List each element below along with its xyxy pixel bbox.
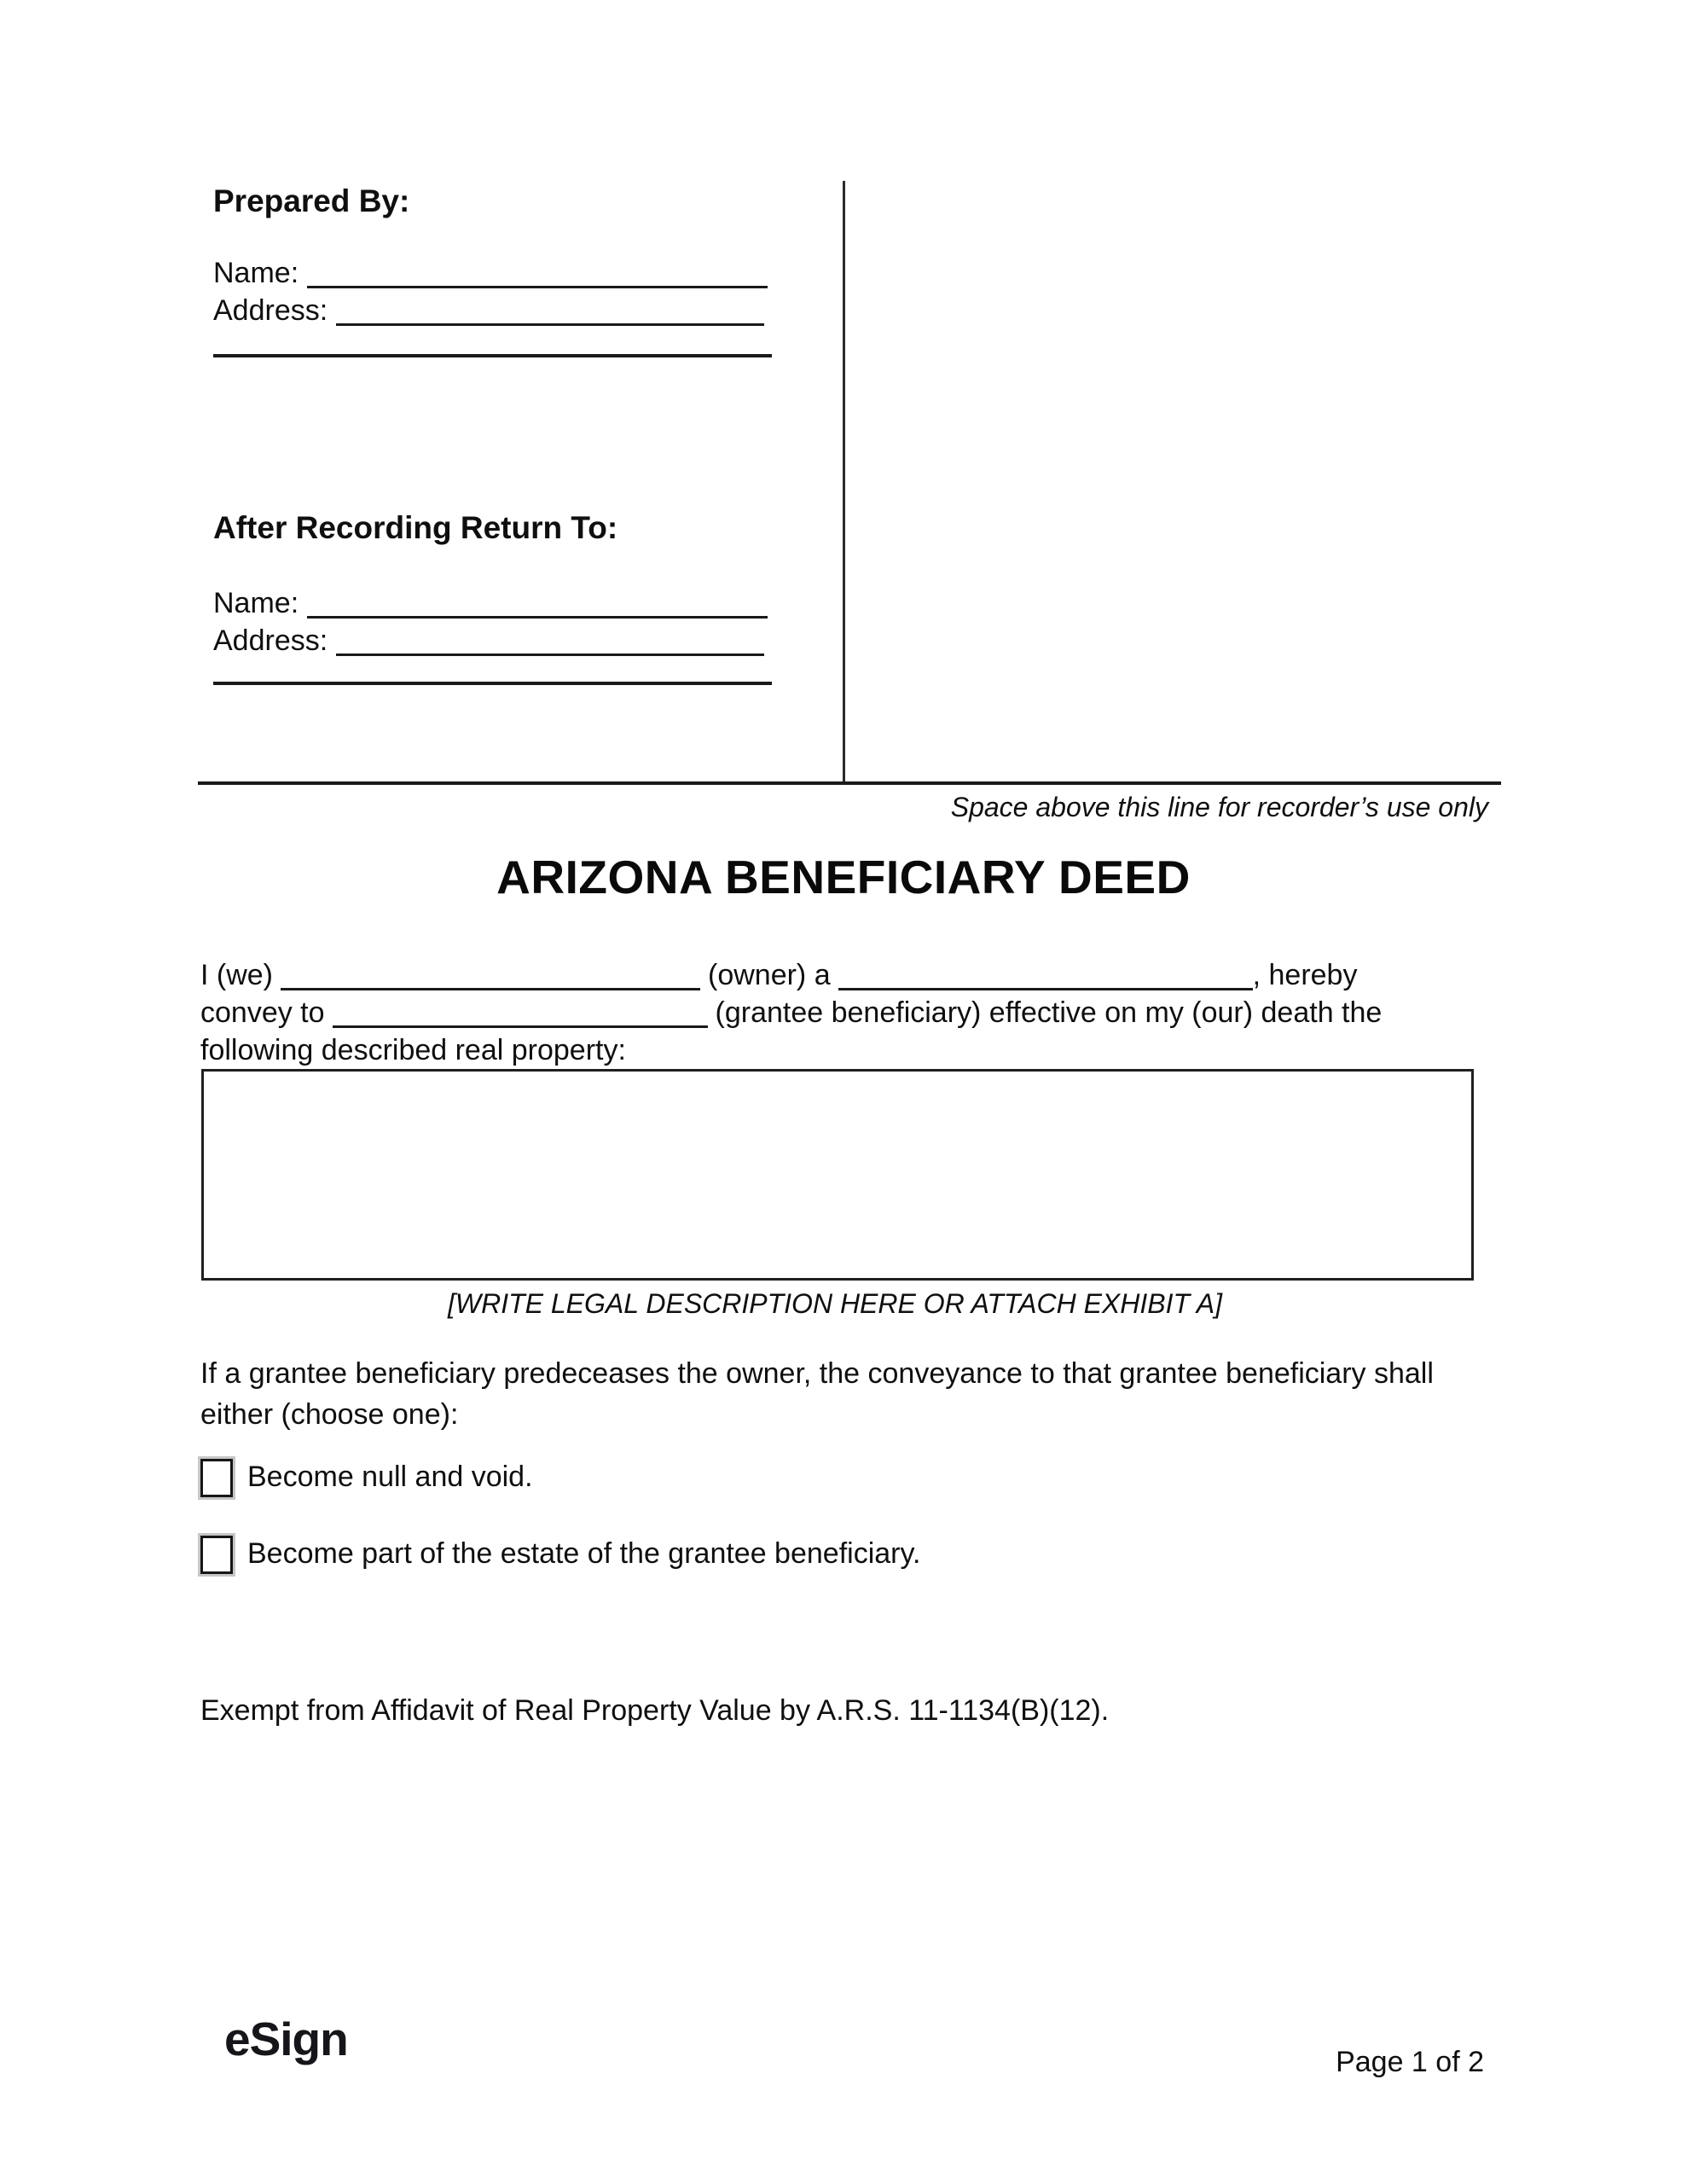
prepared-by-address2-blank[interactable] (213, 354, 772, 357)
prepared-by-address-row (213, 294, 764, 328)
prepared-by-name-blank[interactable] (307, 260, 768, 288)
intro-owner-mid: (owner) a (708, 959, 831, 991)
intro-property-lead: following described real property: (200, 1034, 626, 1066)
esign-logo: eSign (224, 2013, 348, 2065)
page-indicator: Page 1 of 2 (1336, 2046, 1484, 2078)
return-to-name-blank[interactable] (307, 590, 768, 619)
return-to-name-row (213, 587, 768, 620)
estate-label: Become part of the estate of the grantee beneficiary. (247, 1537, 921, 1570)
prepared-by-address-blank[interactable] (336, 298, 764, 326)
estate-checkbox[interactable] (200, 1536, 233, 1574)
recorder-use-line (198, 781, 1501, 785)
intro-line-1 (200, 959, 1357, 992)
legal-description-box[interactable] (201, 1069, 1474, 1281)
legal-description-caption: [WRITE LEGAL DESCRIPTION HERE OR ATTACH EXHIBIT A] (448, 1288, 1222, 1319)
grantee-name-blank[interactable] (333, 1000, 708, 1028)
intro-line-2 (200, 996, 1382, 1030)
return-to-address-row (213, 624, 764, 658)
page-title: ARIZONA BENEFICIARY DEED (496, 851, 1191, 903)
prepared-by-heading: Prepared By: (213, 183, 410, 218)
intro-convey-lead: convey to (200, 996, 325, 1029)
recorder-header-vertical-divider (843, 181, 845, 783)
return-to-address-label: Address: (213, 624, 328, 657)
predecease-clause: If a grantee beneficiary predeceases the owner, the conveyance to that grantee beneficiary shall either (choose one): (200, 1357, 1434, 1431)
null-void-label: Become null and void. (247, 1461, 533, 1493)
intro-convey-end: (grantee beneficiary) effective on my (our) death the (715, 996, 1383, 1029)
prepared-by-address-label: Address: (213, 294, 328, 327)
recorder-use-note: Space above this line for recorder’s use only (950, 792, 1488, 822)
prepared-by-name-label: Name: (213, 257, 299, 289)
owner-status-blank[interactable] (838, 962, 1253, 990)
null-void-checkbox[interactable] (200, 1459, 233, 1497)
return-to-heading: After Recording Return To: (213, 510, 618, 545)
intro-owner-lead: I (we) (200, 959, 273, 991)
intro-line-3 (200, 1034, 626, 1067)
prepared-by-name-row (213, 257, 768, 290)
return-to-address-blank[interactable] (336, 628, 764, 656)
intro-hereby: , hereby (1252, 959, 1358, 991)
exempt-note: Exempt from Affidavit of Real Property Value by A.R.S. 11-1134(B)(12). (200, 1694, 1110, 1727)
choice-row-estate (198, 1533, 920, 1577)
owner-name-blank[interactable] (281, 962, 700, 990)
choice-row-null-void (198, 1456, 533, 1500)
return-to-address2-blank[interactable] (213, 682, 772, 685)
return-to-name-label: Name: (213, 587, 299, 619)
